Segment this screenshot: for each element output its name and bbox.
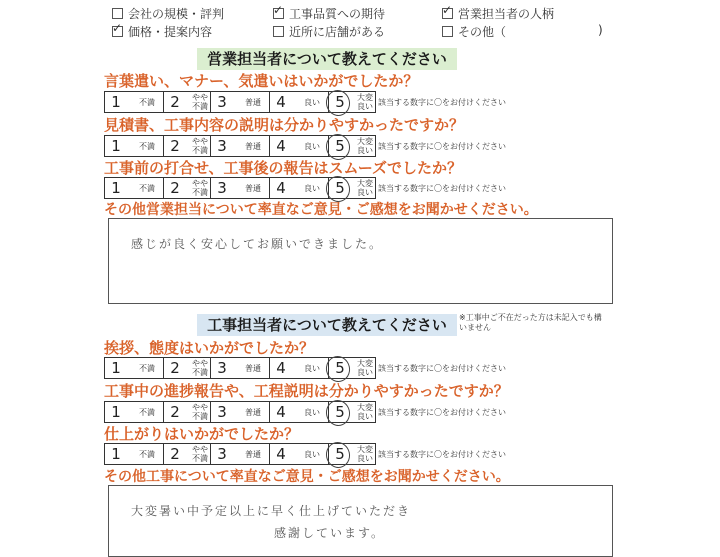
rating-2-label: やや不満: [192, 403, 208, 421]
rating-5-num[interactable]: 5: [329, 403, 351, 421]
rating-hint: 該当する数字に〇をお付けください: [378, 364, 506, 373]
rating-4-num[interactable]: 4: [276, 93, 286, 111]
checkbox-checked-icon: [112, 26, 123, 37]
rating-hint: 該当する数字に〇をお付けください: [378, 408, 506, 417]
rating-3-label: 普通: [245, 407, 261, 417]
rating-5-label: 大変良い: [357, 93, 373, 111]
rating-5-label: 大変良い: [357, 359, 373, 377]
rating-5-label: 大変良い: [357, 445, 373, 463]
construction-comment-line-1: 大変暑い中予定以上に早く仕上げていただき: [131, 504, 412, 518]
sales-question-3: 工事前の打合せ、工事後の報告はスムーズでしたか？: [104, 159, 463, 177]
rating-5-label: 大変良い: [357, 403, 373, 421]
construction-question-1: 挨拶、態度はいかがでしたか？: [104, 339, 315, 357]
rating-2-label: やや不満: [192, 179, 208, 197]
sales-comment-box[interactable]: [108, 218, 613, 304]
checkbox-icon: [112, 8, 123, 19]
rating-1-num[interactable]: 1: [111, 403, 121, 421]
rating-3-label: 普通: [245, 141, 261, 151]
rating-1-num[interactable]: 1: [111, 359, 121, 377]
rating-hint: 該当する数字に〇をお付けください: [378, 450, 506, 459]
sales-section-heading: 営業担当者について教えてください: [197, 48, 457, 70]
sales-question-2: 見積書、工事内容の説明は分かりやすかったですか？: [104, 116, 465, 134]
construction-question-2: 工事中の進捗報告や、工程説明は分かりやすかったですか？: [104, 382, 509, 400]
checkbox-icon: [273, 26, 284, 37]
rating-5-num[interactable]: 5: [329, 137, 351, 155]
rating-4-label: 良い: [304, 407, 320, 417]
construction-section-heading: 工事担当者について教えてください: [197, 314, 457, 336]
rating-1-num[interactable]: 1: [111, 445, 121, 463]
rating-3-label: 普通: [245, 449, 261, 459]
checkbox-quality-expectation[interactable]: ✓ 工事品質への期待: [273, 5, 385, 22]
rating-5-num[interactable]: 5: [329, 359, 351, 377]
sales-rating-3[interactable]: [104, 177, 376, 199]
rating-1-label: 不満: [139, 407, 155, 417]
rating-hint: 該当する数字に〇をお付けください: [378, 184, 506, 193]
rating-3-num[interactable]: 3: [217, 179, 227, 197]
rating-5-label: 大変良い: [357, 137, 373, 155]
rating-3-label: 普通: [245, 183, 261, 193]
sales-comment-prompt: その他営業担当について率直なご意見・ご感想をお聞かせください。: [104, 202, 538, 218]
rating-4-num[interactable]: 4: [276, 403, 286, 421]
construction-rating-2[interactable]: [104, 401, 376, 423]
rating-2-label: やや不満: [192, 93, 208, 111]
rating-1-label: 不満: [139, 183, 155, 193]
construction-rating-3[interactable]: [104, 443, 376, 465]
rating-hint: 該当する数字に〇をお付けください: [378, 142, 506, 151]
rating-2-num[interactable]: 2: [170, 137, 180, 155]
construction-comment-prompt: その他工事について率直なご意見・ご感想をお聞かせください。: [104, 469, 510, 485]
rating-4-num[interactable]: 4: [276, 445, 286, 463]
rating-1-label: 不満: [139, 363, 155, 373]
sales-rating-2[interactable]: [104, 135, 376, 157]
sales-question-1: 言葉遣い、マナー、気遣いはいかがでしたか？: [104, 72, 419, 90]
rating-3-label: 普通: [245, 363, 261, 373]
construction-comment-line-2: 感謝しています。: [274, 526, 386, 540]
checkbox-nearby-store[interactable]: 近所に店舗がある: [273, 23, 385, 40]
rating-2-num[interactable]: 2: [170, 445, 180, 463]
rating-2-label: やや不満: [192, 137, 208, 155]
rating-1-label: 不満: [139, 141, 155, 151]
rating-1-num[interactable]: 1: [111, 93, 121, 111]
checkbox-checked-icon: [273, 8, 284, 19]
rating-2-num[interactable]: 2: [170, 403, 180, 421]
rating-1-label: 不満: [139, 97, 155, 107]
checkbox-checked-icon: [442, 8, 453, 19]
rating-5-label: 大変良い: [357, 179, 373, 197]
rating-2-num[interactable]: 2: [170, 179, 180, 197]
other-paren-close: ): [598, 23, 603, 37]
sales-rating-1[interactable]: [104, 91, 376, 113]
rating-4-num[interactable]: 4: [276, 359, 286, 377]
rating-3-num[interactable]: 3: [217, 403, 227, 421]
rating-5-num[interactable]: 5: [329, 445, 351, 463]
rating-1-label: 不満: [139, 449, 155, 459]
rating-4-label: 良い: [304, 363, 320, 373]
rating-3-num[interactable]: 3: [217, 93, 227, 111]
rating-1-num[interactable]: 1: [111, 179, 121, 197]
rating-4-num[interactable]: 4: [276, 179, 286, 197]
construction-comment-box[interactable]: [108, 485, 613, 557]
sales-comment-text: 感じが良く安心してお願いできました。: [131, 237, 384, 251]
rating-4-label: 良い: [304, 449, 320, 459]
rating-3-num[interactable]: 3: [217, 445, 227, 463]
rating-3-num[interactable]: 3: [217, 137, 227, 155]
construction-rating-1[interactable]: [104, 357, 376, 379]
checkbox-other[interactable]: その他（: [442, 23, 506, 40]
rating-2-num[interactable]: 2: [170, 93, 180, 111]
rating-2-num[interactable]: 2: [170, 359, 180, 377]
rating-4-num[interactable]: 4: [276, 137, 286, 155]
rating-3-label: 普通: [245, 97, 261, 107]
checkbox-icon: [442, 26, 453, 37]
rating-3-num[interactable]: 3: [217, 359, 227, 377]
rating-1-num[interactable]: 1: [111, 137, 121, 155]
checkbox-sales-personality[interactable]: ✓ 営業担当者の人柄: [442, 5, 554, 22]
rating-4-label: 良い: [304, 141, 320, 151]
rating-2-label: やや不満: [192, 445, 208, 463]
rating-hint: 該当する数字に〇をお付けください: [378, 98, 506, 107]
rating-4-label: 良い: [304, 97, 320, 107]
checkbox-price-proposal[interactable]: ✓価格・提案内容: [112, 23, 212, 40]
rating-5-num[interactable]: 5: [329, 179, 351, 197]
rating-4-label: 良い: [304, 183, 320, 193]
rating-5-num[interactable]: 5: [329, 93, 351, 111]
construction-note: ※工事中ご不在だった方は未記入でも構いません: [459, 313, 602, 332]
rating-2-label: やや不満: [192, 359, 208, 377]
construction-question-3: 仕上がりはいかがでしたか？: [104, 425, 300, 443]
checkbox-company-reputation[interactable]: 会社の規模・評判: [112, 5, 224, 22]
